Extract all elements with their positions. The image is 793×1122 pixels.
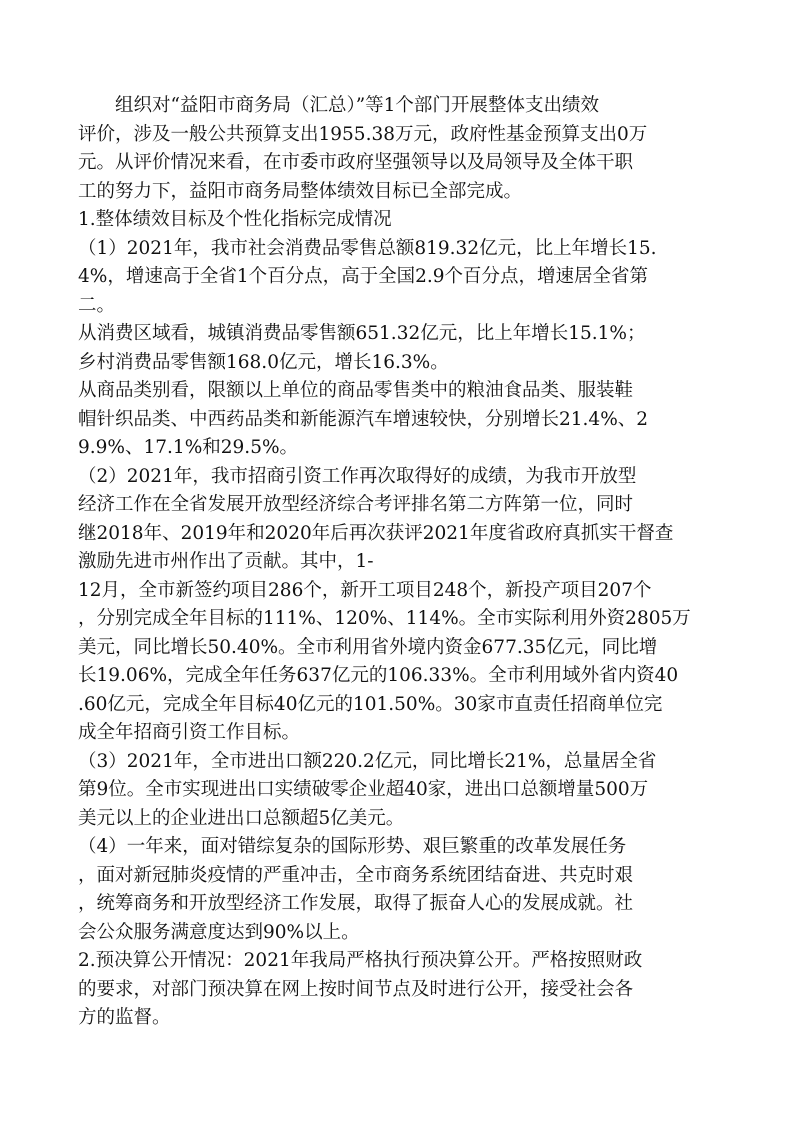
item-4-paragraph bbox=[78, 833, 718, 947]
commodity-category-paragraph bbox=[78, 377, 718, 463]
section-heading-2-paragraph bbox=[78, 947, 718, 1033]
text-line: 评价，涉及一般公共预算支出1955.38万元，政府性基金预算支出0万 bbox=[78, 123, 648, 145]
text-line: 继2018年、2019年和2020年后再次获评2021年度省政府真抓实干督查 bbox=[78, 522, 674, 544]
text-line: 二。 bbox=[78, 294, 116, 316]
text-line: 经济工作在全省发展开放型经济综合考评排名第二方阵第一位，同时 bbox=[78, 494, 634, 515]
text-line: 会公众服务满意度达到90%以上。 bbox=[78, 921, 360, 943]
text-line: 成全年招商引资工作目标。 bbox=[78, 722, 301, 743]
text-line: 工的努力下，益阳市商务局整体绩效目标已全部完成。 bbox=[78, 180, 523, 202]
text-line: 美元以上的企业进出口总额超5亿美元。 bbox=[78, 807, 405, 829]
text-line: 12月，全市新签约项目286个，新开工项目248个，新投产项目207个 bbox=[78, 579, 652, 601]
item-3-paragraph bbox=[78, 748, 718, 834]
section-heading-1 bbox=[78, 206, 718, 235]
text-line: 从消费区域看，城镇消费品零售额651.32亿元，比上年增长15.1%； bbox=[78, 323, 646, 344]
text-line: 元。从评价情况来看，在市委市政府坚强领导以及局领导及全体干职 bbox=[78, 152, 634, 173]
text-line: 长19.06%，完成全年任务637亿元的106.33%。全市利用域外省内资40 bbox=[78, 665, 679, 686]
item-2-paragraph bbox=[78, 463, 718, 748]
text-line: 激励先进市州作出了贡献。其中，1- bbox=[78, 551, 374, 572]
item-1-paragraph bbox=[78, 235, 718, 321]
text-line: 第9位。全市实现进出口实绩破零企业超40家，进出口总额增量500万 bbox=[78, 779, 649, 800]
text-line: 方的监督。 bbox=[78, 1007, 171, 1028]
text-line: （1）2021年，我市社会消费品零售总额819.32亿元，比上年增长15. bbox=[78, 237, 657, 259]
text-line: 从商品类别看，限额以上单位的商品零售类中的粮油食品类、服装鞋 bbox=[78, 380, 634, 401]
text-line: （3）2021年，全市进出口额220.2亿元，同比增长21%，总量居全省 bbox=[78, 750, 657, 772]
text-line: 美元，同比增长50.40%。全市利用省外境内资金677.35亿元，同比增 bbox=[78, 636, 658, 658]
consumption-region-paragraph bbox=[78, 320, 718, 377]
text-line: 帽针织品类、中西药品类和新能源汽车增速较快，分别增长21.4%、2 bbox=[78, 408, 649, 430]
text-line: 的要求，对部门预决算在网上按时间节点及时进行公开，接受社会各 bbox=[78, 978, 634, 1000]
text-line: .60亿元，完成全年目标40亿元的101.50%。30家市直责任招商单位完 bbox=[78, 693, 663, 715]
text-line: 组织对“益阳市商务局（汇总）”等1个部门开展整体支出绩效 bbox=[115, 95, 599, 116]
text-line: ，面对新冠肺炎疫情的严重冲击，全市商务系统团结奋进、共克时艰 bbox=[78, 864, 634, 886]
text-line: ，分别完成全年目标的111%、120%、114%。全市实际利用外资2805万 bbox=[78, 608, 691, 629]
text-line: 乡村消费品零售额168.0亿元，增长16.3%。 bbox=[78, 351, 449, 373]
text-line: （2）2021年，我市招商引资工作再次取得好的成绩，为我市开放型 bbox=[78, 465, 637, 487]
text-line: 1.整体绩效目标及个性化指标完成情况 bbox=[78, 209, 392, 230]
document-body bbox=[78, 92, 718, 1033]
intro-paragraph bbox=[78, 92, 718, 206]
text-line: ，统筹商务和开放型经济工作发展，取得了振奋人心的发展成就。社 bbox=[78, 893, 634, 914]
text-line: 4%，增速高于全省1个百分点，高于全国2.9个百分点，增速居全省第 bbox=[78, 266, 649, 287]
text-line: 2.预决算公开情况：2021年我局严格执行预决算公开。严格按照财政 bbox=[78, 950, 643, 971]
text-line: （4）一年来，面对错综复杂的国际形势、艰巨繁重的改革发展任务 bbox=[78, 836, 627, 857]
text-line: 9.9%、17.1%和29.5%。 bbox=[78, 437, 299, 458]
